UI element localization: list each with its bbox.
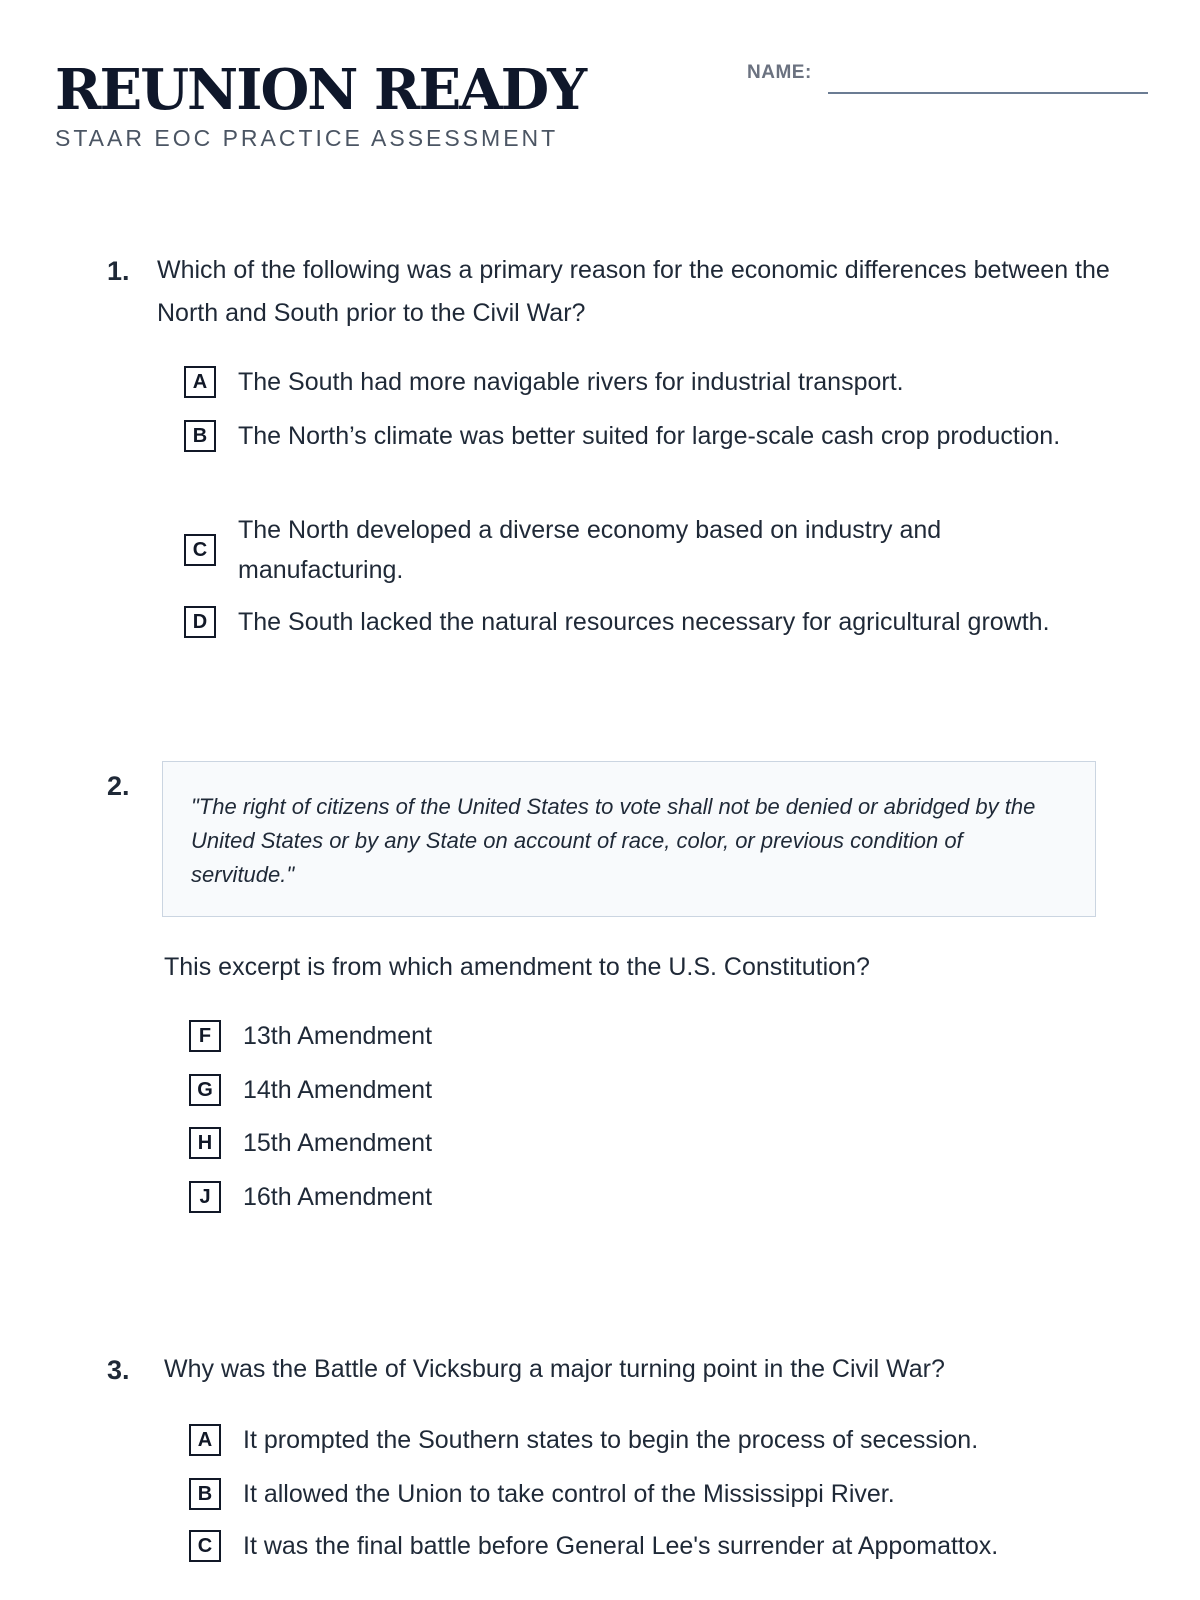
option-text: 14th Amendment (243, 1076, 433, 1104)
name-label: NAME: (747, 62, 812, 83)
option-letter-box: A (184, 366, 216, 398)
name-field-line[interactable] (828, 92, 1148, 94)
option-letter-box: A (189, 1424, 221, 1456)
question-2-text: This excerpt is from which amendment to the U.S. Constitution? (164, 953, 870, 981)
option-letter-box: J (189, 1181, 221, 1213)
option-letter-box: B (189, 1478, 221, 1510)
option-letter-box: G (189, 1074, 221, 1106)
question-1-number: 1. (107, 256, 130, 286)
option-letter-box: C (184, 534, 216, 566)
question-3-option-b[interactable] (189, 1474, 1109, 1514)
option-text: The South had more navigable rivers for industrial transport. (238, 368, 904, 396)
option-letter-box: D (184, 606, 216, 638)
option-letter-box: B (184, 420, 216, 452)
question-3-option-a[interactable] (189, 1420, 1109, 1460)
option-text: 16th Amendment (243, 1183, 433, 1211)
option-letter-box: C (189, 1530, 221, 1562)
question-3-number: 3. (107, 1355, 130, 1385)
option-letter-box: H (189, 1127, 221, 1159)
question-3-text: Why was the Battle of Vicksburg a major turning point in the Civil War? (164, 1355, 945, 1383)
primary-source-quote: "The right of citizens of the United States to vote shall not be denied or abridged by the United States or by any State on account of race, color, or previous condition of servitude." (191, 794, 1036, 887)
question-2-option-h[interactable] (189, 1123, 1069, 1163)
option-text: It was the final battle before General Lee's surrender at Appomattox. (243, 1532, 999, 1560)
question-1-option-b[interactable] (184, 416, 1084, 456)
question-2-option-j[interactable] (189, 1177, 1069, 1217)
question-1-option-c[interactable] (184, 510, 1084, 590)
page-title: REUNION READY (55, 57, 586, 123)
option-text: It prompted the Southern states to begin the process of secession. (243, 1426, 979, 1454)
option-letter-box: F (189, 1020, 221, 1052)
option-text: 15th Amendment (243, 1129, 433, 1157)
option-text: The North developed a diverse economy based on industry and manufacturing. (238, 516, 942, 584)
page-subtitle: STAAR EOC PRACTICE ASSESSMENT (55, 125, 559, 151)
question-2-number: 2. (107, 771, 130, 801)
question-2-option-g[interactable] (189, 1070, 1069, 1110)
primary-source-quote-box (162, 761, 1096, 917)
question-2-option-f[interactable] (189, 1016, 1069, 1056)
option-text: 13th Amendment (243, 1022, 433, 1050)
question-1-option-d[interactable] (184, 602, 1084, 642)
option-text: The North’s climate was better suited for large-scale cash crop production. (238, 422, 1061, 450)
option-text: It allowed the Union to take control of the Mississippi River. (243, 1480, 895, 1508)
question-1-text: Which of the following was a primary reason for the economic differences between the North and South prior to the Civil War? (157, 256, 1110, 327)
question-1-option-a[interactable] (184, 362, 1084, 402)
question-3-option-c[interactable] (189, 1526, 1009, 1566)
option-text: The South lacked the natural resources necessary for agricultural growth. (238, 608, 1050, 636)
